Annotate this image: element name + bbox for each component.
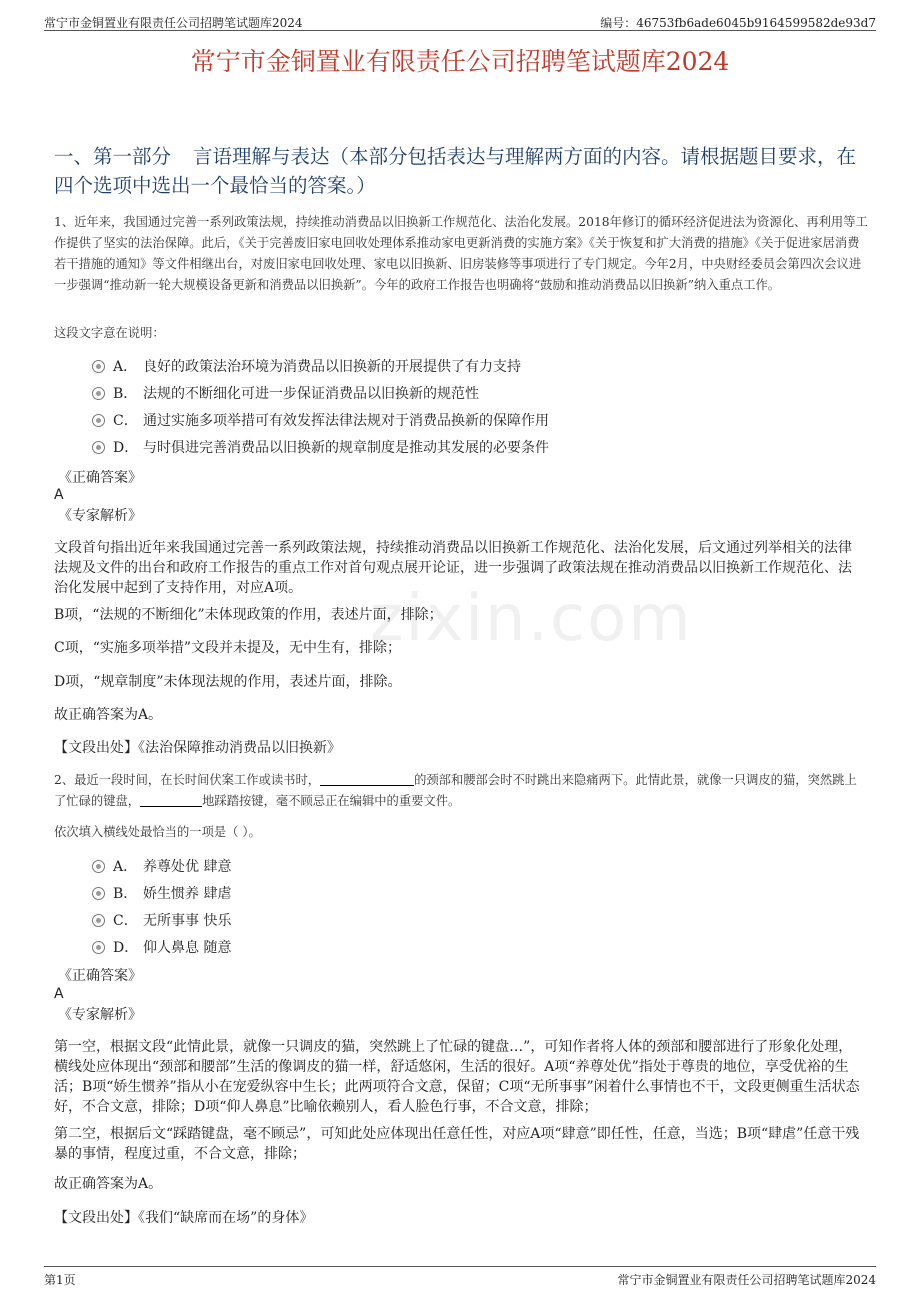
question-2-conclusion: 故正确答案为A。	[54, 1176, 163, 1192]
question-2-option-c[interactable]: C． 无所事事 快乐	[92, 910, 231, 932]
section-description: 言语理解与表达（本部分包括表达与理解两方面的内容。请根据题目要求，在四个选项中选出一个最恰当的答案。）	[54, 145, 857, 197]
question-2-option-a[interactable]: A． 养尊处优 肆意	[92, 856, 231, 878]
question-1-option-a[interactable]: A． 良好的政策法治环境为消费品以旧换新的开展提供了有力支持	[92, 356, 521, 378]
analysis-label: 《专家解析》	[58, 508, 142, 524]
question-1-source: 【文段出处】《法治保障推动消费品以旧换新》	[54, 740, 341, 756]
section-heading	[54, 142, 860, 200]
question-1-analysis-b: B项，“法规的不断细化”未体现政策的作用，表述片面，排除；	[54, 607, 443, 623]
question-1-option-c[interactable]: C． 通过实施多项举措可有效发挥法律法规对于消费品换新的保障作用	[92, 410, 549, 432]
source-tag: 【文段出处】	[54, 740, 138, 756]
radio-icon[interactable]	[92, 860, 105, 873]
source-tag: 【文段出处】	[54, 1210, 138, 1226]
page-footer	[44, 1266, 876, 1287]
answer-label: 《正确答案》	[58, 968, 142, 984]
radio-icon[interactable]	[92, 887, 105, 900]
page-title: 常宁市金铜置业有限责任公司招聘笔试题库2024	[190, 47, 730, 76]
radio-icon[interactable]	[92, 941, 105, 954]
question-2-source: 【文段出处】《我们“缺席而在场”的身体》	[54, 1210, 314, 1226]
question-1-answer: A	[54, 487, 64, 503]
header-doc-title: 常宁市金铜置业有限责任公司招聘笔试题库2024	[44, 16, 303, 30]
question-2-prompt: 依次填入横线处最恰当的一项是（ ）。	[54, 825, 261, 839]
question-1-option-d[interactable]: D． 与时俱进完善消费品以旧换新的规章制度是推动其发展的必要条件	[92, 437, 549, 459]
page-number: 第1页	[44, 1273, 76, 1287]
question-1-conclusion: 故正确答案为A。	[54, 707, 163, 723]
radio-icon[interactable]	[92, 414, 105, 427]
blank-2	[140, 793, 202, 807]
footer-doc-title: 常宁市金铜置业有限责任公司招聘笔试题库2024	[617, 1273, 876, 1287]
watermark: zixin.com	[370, 582, 693, 656]
question-1-text: 1、近年来，我国通过完善一系列政策法规，持续推动消费品以旧换新工作规范化、法治化发展。2018年修订的循环经济促进法为资源化、再利用等工作提供了坚实的法治保障。此后，《关于完善废旧家电回收处理体系推动家电更新消费的实施方案》《关于恢复和扩大消费的措施》《关于促进家居消费若干措施的通知》等文件相继出台，对废旧家电回收处理、家电以旧换新、旧房装修等事项进行了专门规定。今年2月，中央财经委员会第四次会议进一步强调“推动新一轮大规模设备更新和消费品以旧换新”。今年的政府工作报告也明确将“鼓励和推动消费品以旧换新”纳入重点工作。	[54, 215, 868, 292]
question-2-analysis-2: 第二空，根据后文“踩踏键盘，毫不顾忌”，可知此处应体现出任意任性，对应A项“肆意”即任性，任意，当选；B项“肆虐”任意干残暴的事情，程度过重，不合文意，排除；	[54, 1126, 860, 1162]
question-1-analysis: 文段首句指出近年来我国通过完善一系列政策法规，持续推动消费品以旧换新工作规范化、法治化发展，后文通过列举相关的法律法规及文件的出台和政府工作报告的重点工作对首句观点展开论证，进一步强调了政策法规在推动消费品以旧换新工作规范化、法治化发展中起到了支持作用，对应A项。	[54, 540, 852, 596]
blank-1	[320, 772, 414, 786]
radio-icon[interactable]	[92, 360, 105, 373]
section-number: 一、第一部分	[54, 145, 172, 168]
question-2-option-d[interactable]: D． 仰人鼻息 随意	[92, 937, 231, 959]
question-1-analysis-d: D项，“规章制度”未体现法规的作用，表述片面，排除。	[54, 674, 402, 690]
question-2-text: 2、最近一段时间，在长时间伏案工作或读书时， 的颈部和腰部会时不时跳出来隐痛两下。此情此景，就像一只调皮的猫，突然跳上了忙碌的键盘， 地踩踏按键，毫不顾忌正在编辑中的重要文件。	[54, 773, 857, 808]
question-2-answer: A	[54, 986, 64, 1002]
question-2-option-b[interactable]: B． 娇生惯养 肆虐	[92, 883, 231, 905]
question-1-analysis-c: C项，“实施多项举措”文段并未提及，无中生有，排除；	[54, 640, 402, 656]
answer-label: 《正确答案》	[58, 470, 142, 486]
page-header	[44, 12, 876, 31]
radio-icon[interactable]	[92, 914, 105, 927]
radio-icon[interactable]	[92, 387, 105, 400]
analysis-label: 《专家解析》	[58, 1007, 142, 1023]
question-1-prompt: 这段文字意在说明：	[54, 326, 165, 340]
header-doc-id: 编号：46753fb6ade6045b9164599582de93d7	[600, 16, 876, 30]
question-2-analysis-1: 第一空，根据文段“此情此景，就像一只调皮的猫，突然跳上了忙碌的键盘…”，可知作者将人体的颈部和腰部进行了形象化处理，横线处应体现出“颈部和腰部”生活的像调皮的猫一样，舒适悠闲，生活的很好。A项“养尊处优”指处于尊贵的地位，享受优裕的生活；B项“娇生惯养”指从小在宠爱纵容中生长；此两项符合文意，保留；C项“无所事事”闲着什么事情也不干，文段更侧重生活状态好，不合文意，排除；D项“仰人鼻息”比喻依赖别人，看人脸色行事，不合文意，排除；	[54, 1039, 860, 1115]
radio-icon[interactable]	[92, 441, 105, 454]
question-1-option-b[interactable]: B． 法规的不断细化可进一步保证消费品以旧换新的规范性	[92, 383, 479, 405]
